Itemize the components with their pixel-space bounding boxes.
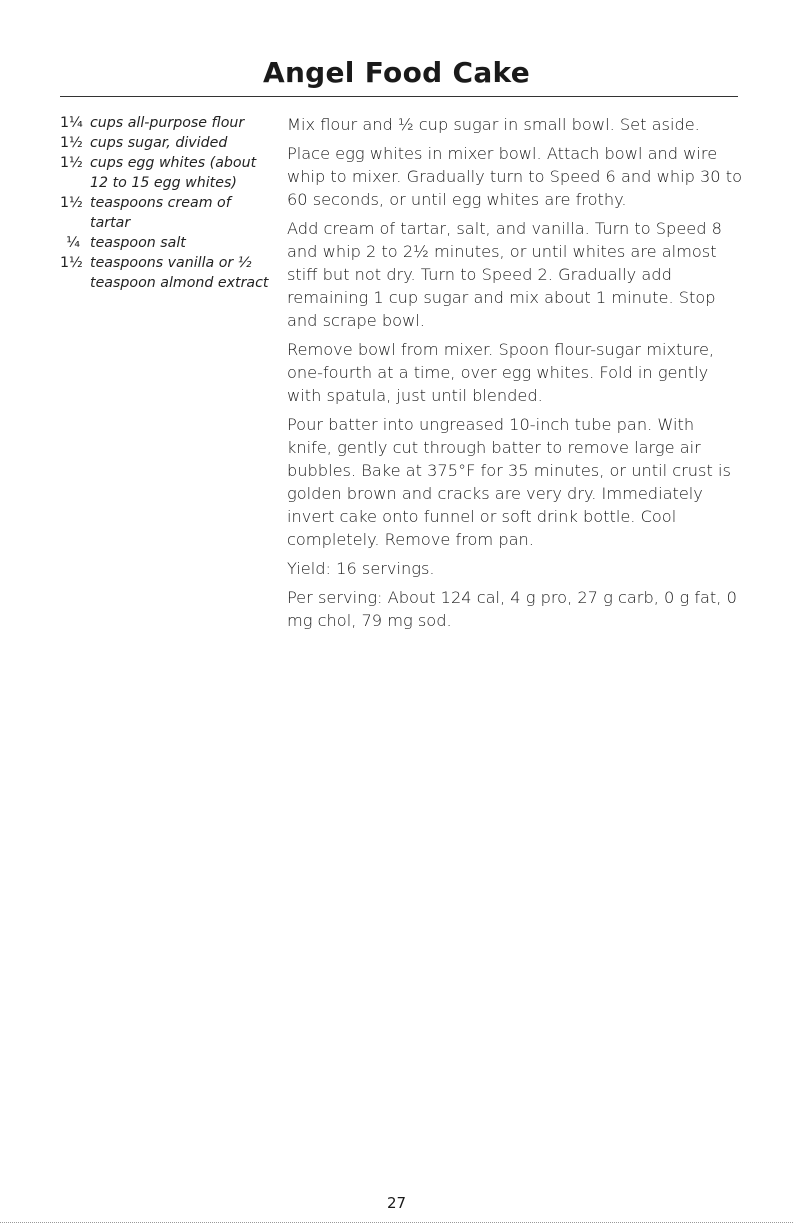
ingredient-text: teaspoons vanilla or ½ teaspoon almond extract [90, 255, 269, 291]
ingredient-item [60, 133, 270, 153]
bottom-rule [0, 1222, 793, 1223]
recipe-directions [287, 113, 742, 638]
ingredient-quantity: 1½ [60, 155, 83, 171]
ingredient-text: cups all-purpose flour [90, 115, 245, 131]
ingredient-quantity: 1½ [60, 255, 83, 271]
ingredient-list [60, 113, 270, 293]
title-rule [60, 96, 738, 97]
ingredient-text: teaspoons cream of tartar [90, 195, 231, 231]
direction-paragraph: Mix flour and ½ cup sugar in small bowl. Set aside. [287, 115, 700, 134]
page-number: 27 [386, 1194, 407, 1212]
direction-paragraph: Place egg whites in mixer bowl. Attach bowl and wire whip to mixer. Gradually turn to Speed 6 and whip 30 to 60 seconds, or until egg whites are frothy. [287, 144, 742, 209]
ingredient-text: cups sugar, divided [90, 135, 228, 151]
ingredient-quantity: 1½ [60, 195, 83, 211]
ingredient-item [60, 153, 270, 193]
direction-paragraph: Add cream of tartar, salt, and vanilla. Turn to Speed 8 and whip 2 to 2½ minutes, or until whites are almost stiff but not dry. Turn to Speed 2. Gradually add remaining 1 cup sugar and mix about 1 minute. Stop and scrape bowl. [287, 219, 722, 330]
ingredient-quantity: ¼ [66, 235, 80, 251]
yield-text: Yield: 16 servings. [287, 559, 435, 578]
direction-paragraph: Remove bowl from mixer. Spoon flour-sugar mixture, one-fourth at a time, over egg whites. Fold in gently with spatula, just until blended. [287, 340, 715, 405]
recipe-title: Angel Food Cake [262, 56, 531, 89]
ingredient-text: teaspoon salt [90, 235, 186, 251]
ingredient-item [60, 113, 270, 133]
nutrition-text: Per serving: About 124 cal, 4 g pro, 27 g carb, 0 g fat, 0 mg chol, 79 mg sod. [287, 588, 737, 630]
ingredient-item [60, 253, 270, 293]
ingredient-quantity: 1½ [60, 135, 83, 151]
ingredient-item [60, 193, 270, 233]
ingredient-text: cups egg whites (about 12 to 15 egg whites) [90, 155, 257, 191]
direction-paragraph: Pour batter into ungreased 10-inch tube pan. With knife, gently cut through batter to remove large air bubbles. Bake at 375°F for 35 minutes, or until crust is golden brown and cracks are very dry. Immediately invert cake onto funnel or soft drink bottle. Cool completely. Remove from pan. [287, 415, 731, 549]
ingredient-quantity: 1¼ [60, 115, 83, 131]
ingredient-item [60, 233, 270, 253]
